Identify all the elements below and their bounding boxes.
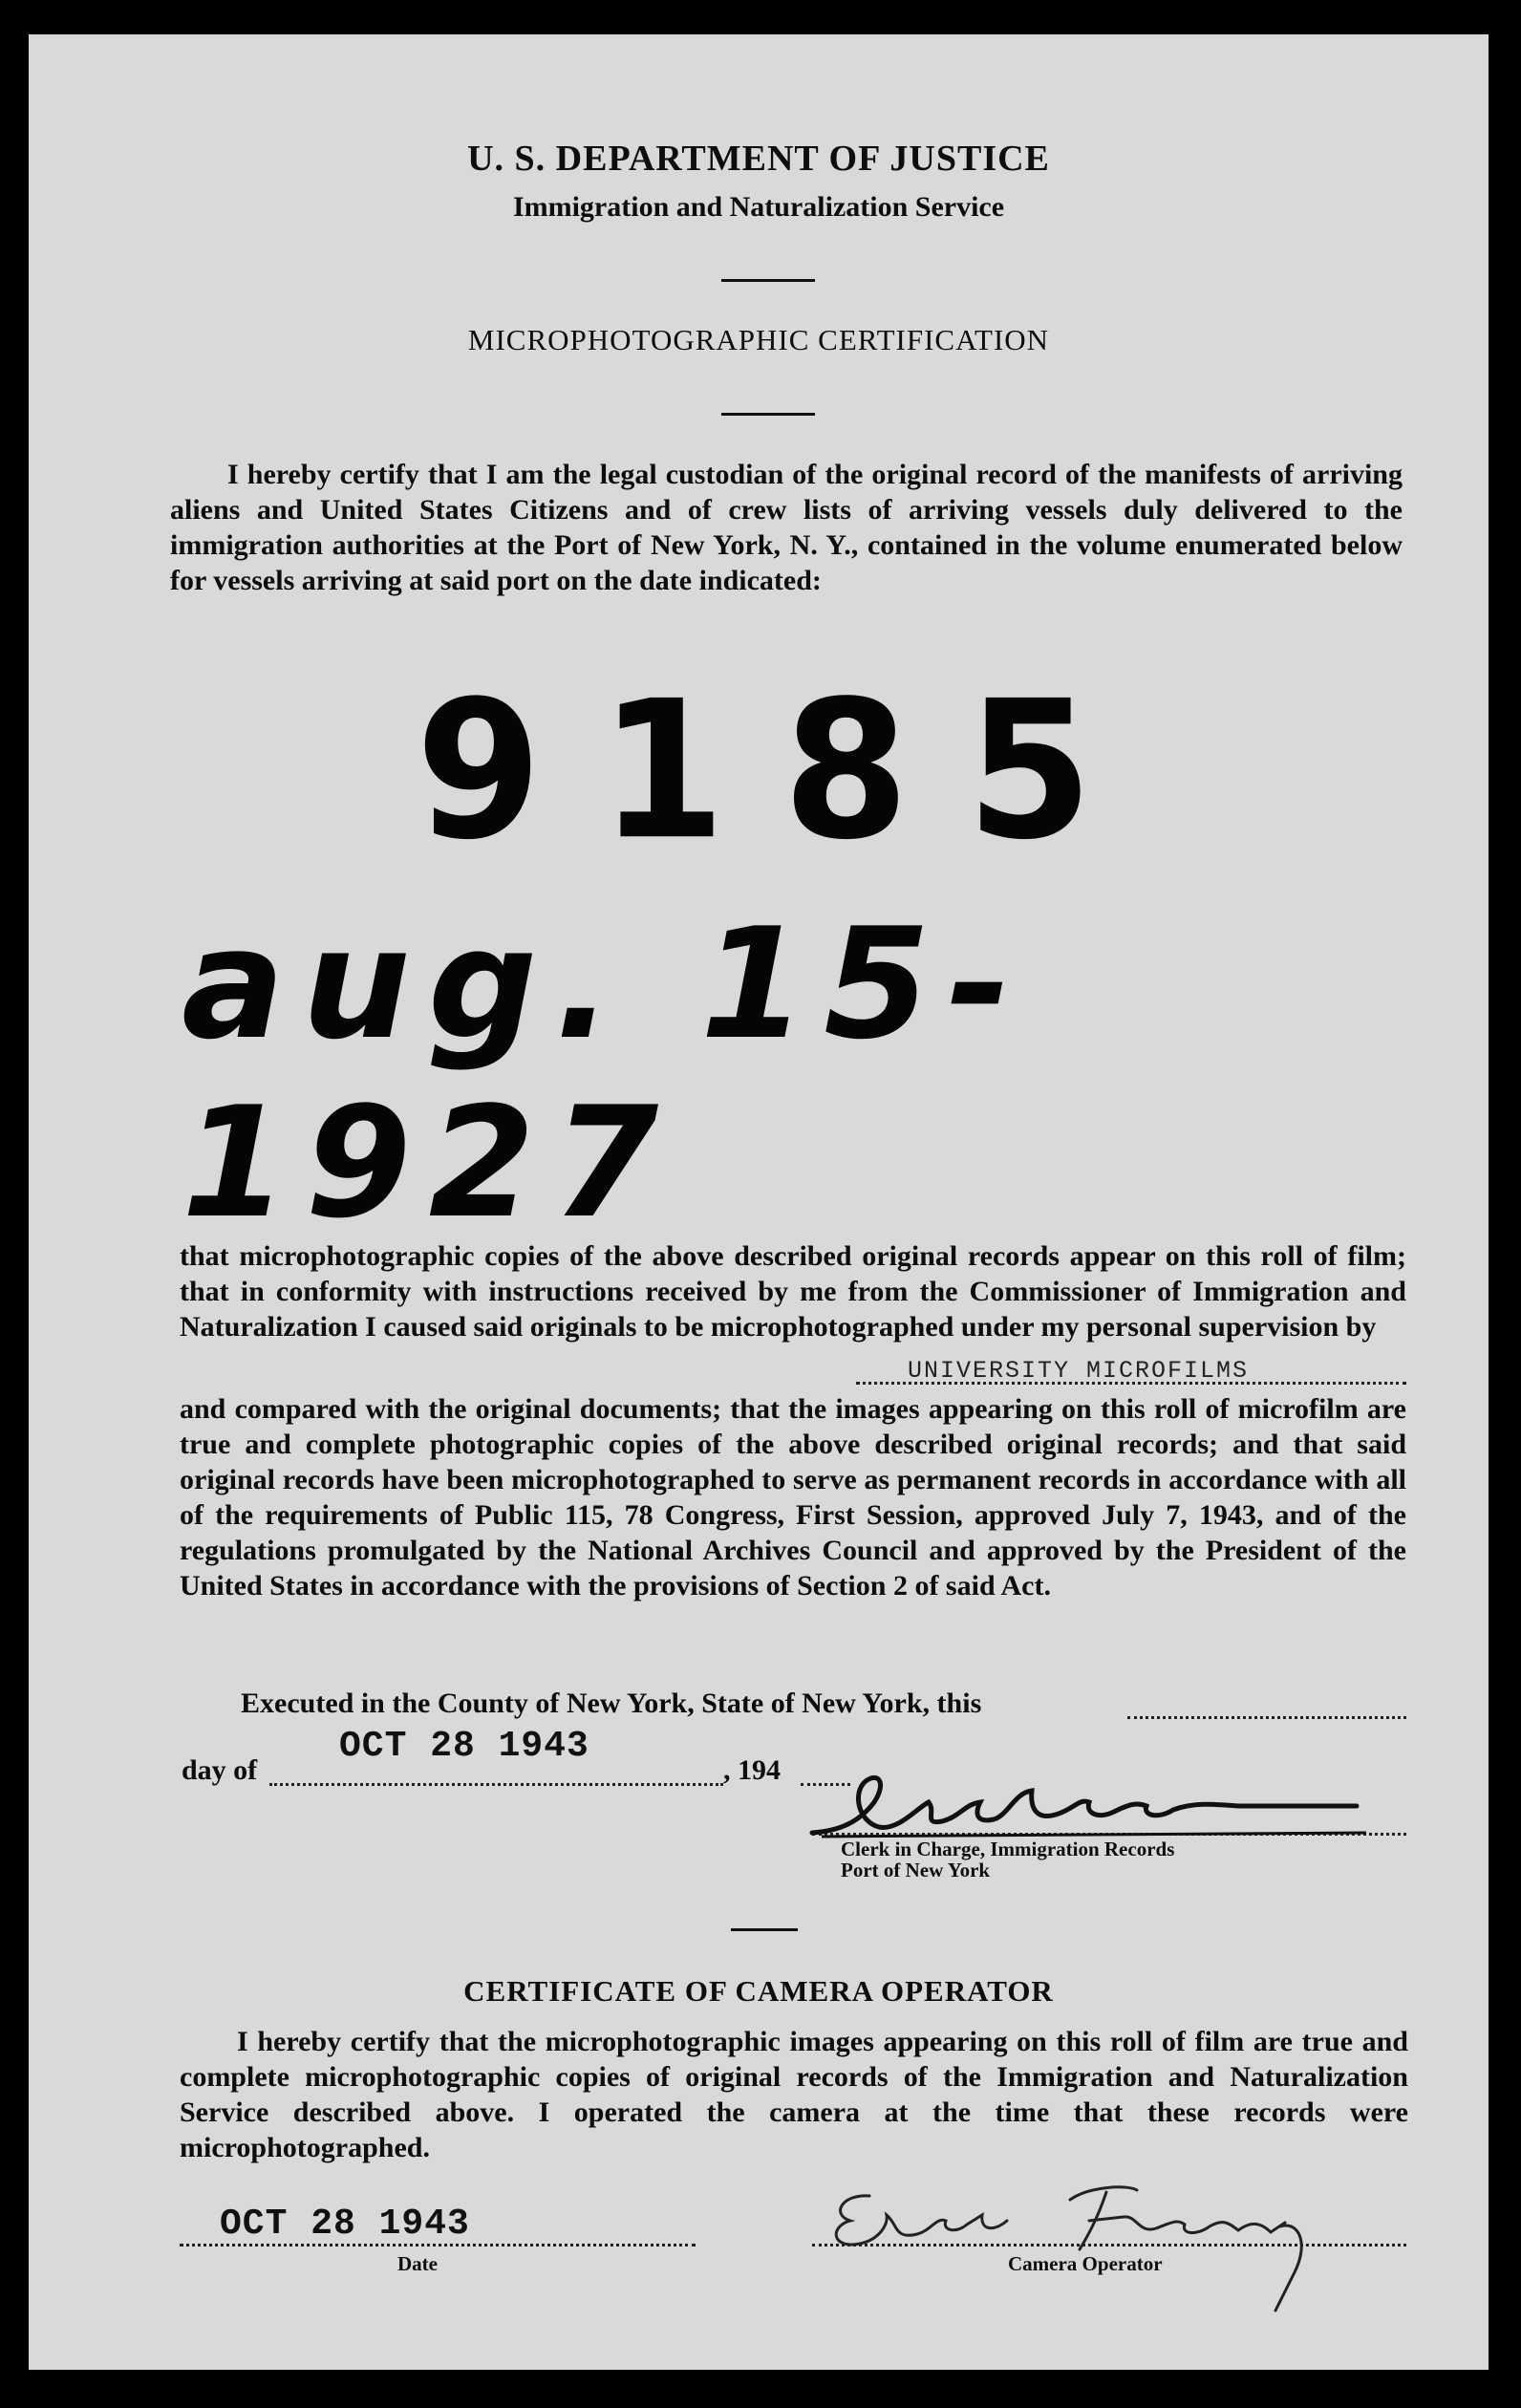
department-title: U. S. DEPARTMENT OF JUSTICE xyxy=(467,139,1050,179)
execution-date-stamp: OCT 28 1943 xyxy=(339,1726,589,1767)
camera-paragraph: I hereby certify that the microphotographic images appearing on this roll of film are true and complete microphotographic copies of original records of the Immigration and Naturalization Service described above. I operated the camera at the time that these records were microphotographed. xyxy=(180,2026,1408,2163)
camera-date-stamp: OCT 28 1943 xyxy=(220,2204,470,2245)
day-dotted-line xyxy=(269,1783,723,1786)
certification-heading: MICROPHOTOGRAPHIC CERTIFICATION xyxy=(467,323,1050,356)
volume-number-handwritten: 9185 xyxy=(416,659,1150,882)
custodian-paragraph: I hereby certify that I am the legal custodian of the original record of the manifests of arriving aliens and United States Citizens and of crew lists of arriving vessels duly delivered to the immigration authorities at the Port of New York, N. Y., contained in the volume enumerated below for vessels arriving at said port on the date indicated: xyxy=(170,459,1403,596)
divider-middle xyxy=(721,413,815,416)
certification-document xyxy=(29,34,1489,2370)
microphotograph-paragraph-part2: and compared with the original documents; that the images appearing on this roll of microfilm are true and complete photographic copies of the above described original records; and that said original records have been microphotographed to serve as permanent records in accordance with all of the requirements of Public 115, 78 Congress, First Session, approved July 7, 1943, and of the regulations promulgated by the National Archives Council and approved by the President of the United States in accordance with the provisions of Section 2 of said Act. xyxy=(180,1393,1406,1602)
date-label: Date xyxy=(397,2252,438,2275)
camera-operator-label: Camera Operator xyxy=(1008,2252,1163,2275)
arrival-date-handwritten: aug. 15-1927 xyxy=(182,894,1028,1252)
executed-dotted-line xyxy=(1127,1716,1406,1719)
day-of-label: day of xyxy=(182,1754,258,1786)
divider-top xyxy=(721,279,815,282)
microphotograph-paragraph-part1: that microphotographic copies of the above described original records appear on this roll of film; that in conformity with instructions received by me from the Commissioner of Immigration and Naturalization I caused said originals to be microphotographed under my personal supervision by xyxy=(180,1240,1406,1343)
supervisor-typed-name: UNIVERSITY MICROFILMS xyxy=(908,1357,1250,1385)
year-prefix: , 194 xyxy=(723,1754,781,1786)
divider-bottom xyxy=(731,1928,798,1931)
clerk-port: Port of New York xyxy=(841,1859,991,1881)
service-subtitle: Immigration and Naturalization Service xyxy=(512,191,1005,223)
clerk-title: Clerk in Charge, Immigration Records xyxy=(841,1838,1175,1860)
camera-heading: CERTIFICATE OF CAMERA OPERATOR xyxy=(463,1974,1054,2008)
executed-line: Executed in the County of New York, State of New York, this xyxy=(241,1688,982,1719)
camera-operator-signature xyxy=(803,2167,1376,2320)
